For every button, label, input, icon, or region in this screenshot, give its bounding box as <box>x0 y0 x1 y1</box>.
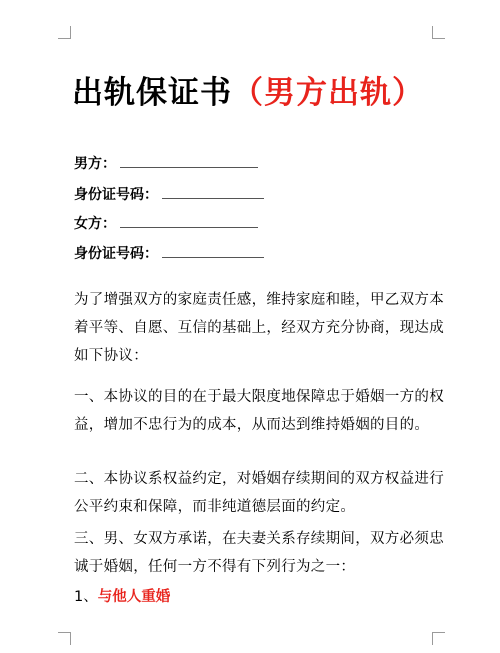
paragraph-clause-2: 二、本协议系权益约定，对婚姻存续期间的双方权益进行公平约束和保障，而非纯道德层面的约定。 <box>74 471 444 515</box>
field-label: 女方： <box>74 216 116 232</box>
crop-mark-top-left <box>58 26 71 39</box>
field-label: 身份证号码： <box>74 246 158 262</box>
paragraph-intro: 为了增强双方的家庭责任感，维持家庭和睦，甲乙双方本着平等、自愿、互信的基础上，经双方充分协商，现达成如下协议： <box>74 292 444 364</box>
fill-in-line[interactable] <box>120 213 258 228</box>
list-item-number: 1、 <box>74 589 98 605</box>
title-main: 出轨保证书 <box>72 75 232 111</box>
title-subtitle: （男方出轨） <box>232 75 424 111</box>
fill-in-line[interactable] <box>162 184 264 199</box>
list-item-text: 与他人重婚 <box>97 589 171 605</box>
crop-mark-top-right <box>432 26 445 39</box>
field-female-id <box>74 243 264 264</box>
paragraph-clause-1: 一、本协议的目的在于最大限度地保障忠于婚姻一方的权益，增加不忠行为的成本，从而达到维持婚姻的目的。 <box>74 389 444 433</box>
field-female <box>74 213 258 234</box>
fill-in-line[interactable] <box>120 153 258 168</box>
list-item <box>74 583 170 611</box>
paragraph-clause-3: 三、男、女双方承诺，在夫妻关系存续期间，双方必须忠诚于婚姻，任何一方不得有下列行为之一： <box>74 531 444 575</box>
field-label: 身份证号码： <box>74 187 158 203</box>
crop-mark-bottom-left <box>58 632 71 645</box>
field-label: 男方： <box>74 156 116 172</box>
crop-mark-bottom-right <box>432 632 445 645</box>
field-male <box>74 153 258 174</box>
fill-in-line[interactable] <box>162 243 264 258</box>
field-male-id <box>74 184 264 205</box>
document-title <box>72 72 424 114</box>
